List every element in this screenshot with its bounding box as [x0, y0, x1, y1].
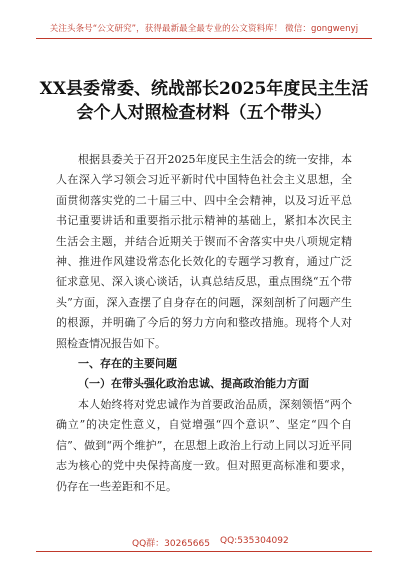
footer-qq-group: QQ群：30265665: [132, 539, 210, 549]
header-banner: 关注头条号“公文研究”，获得最新最全最专业的公文资料库！ 微信：gongwenyj: [49, 24, 359, 34]
header-divider: [36, 38, 372, 39]
document-body: [56, 150, 352, 497]
body-paragraph: 本人始终将对党忠诚作为首要政治品质，深刻领悟“两个确立”的决定性意义，自觉增强“四个意识”、坚定“四个自信”、做到“两个维护”，在思想上政治上行动上同以习近平同志为核心的党中央保持高度一致。但对照更高标准和要求，仍存在一些差距和不足。: [56, 397, 352, 493]
footer-divider: [36, 551, 372, 552]
footer: [0, 536, 408, 552]
intro-paragraph: 根据县委关于召开2025年度民主生活会的统一安排，本人在深入学习领会习近平新时代中国特色社会主义思想，全面贯彻落实党的二十届三中、四中全会精神，以及习近平总书记重要讲话和重要指示批示精神的基础上，紧扣本次民主生活会主题，并结合近期关于锲而不舍落实中央八项规定精神、推进作风建设常态化长效化的专题学习教育，通过广泛征求意见、深入谈心谈话，认真总结反思，重点围绕“五个带头”方面，深入查摆了自身存在的问题，深刻剖析了问题产生的根源，并明确了今后的努力方向和整改措施。现将个人对照检查情况报告如下。: [56, 153, 352, 350]
footer-qq-contact: QQ:535304092: [220, 536, 289, 546]
document-title: XX县委常委、统战部长2025年度民主生活会个人对照检查材料（五个带头）: [39, 79, 369, 123]
section-heading: 一、存在的主要问题: [78, 357, 177, 371]
subsection-heading: （一）在带头强化政治忠诚、提高政治能力方面: [78, 377, 309, 391]
